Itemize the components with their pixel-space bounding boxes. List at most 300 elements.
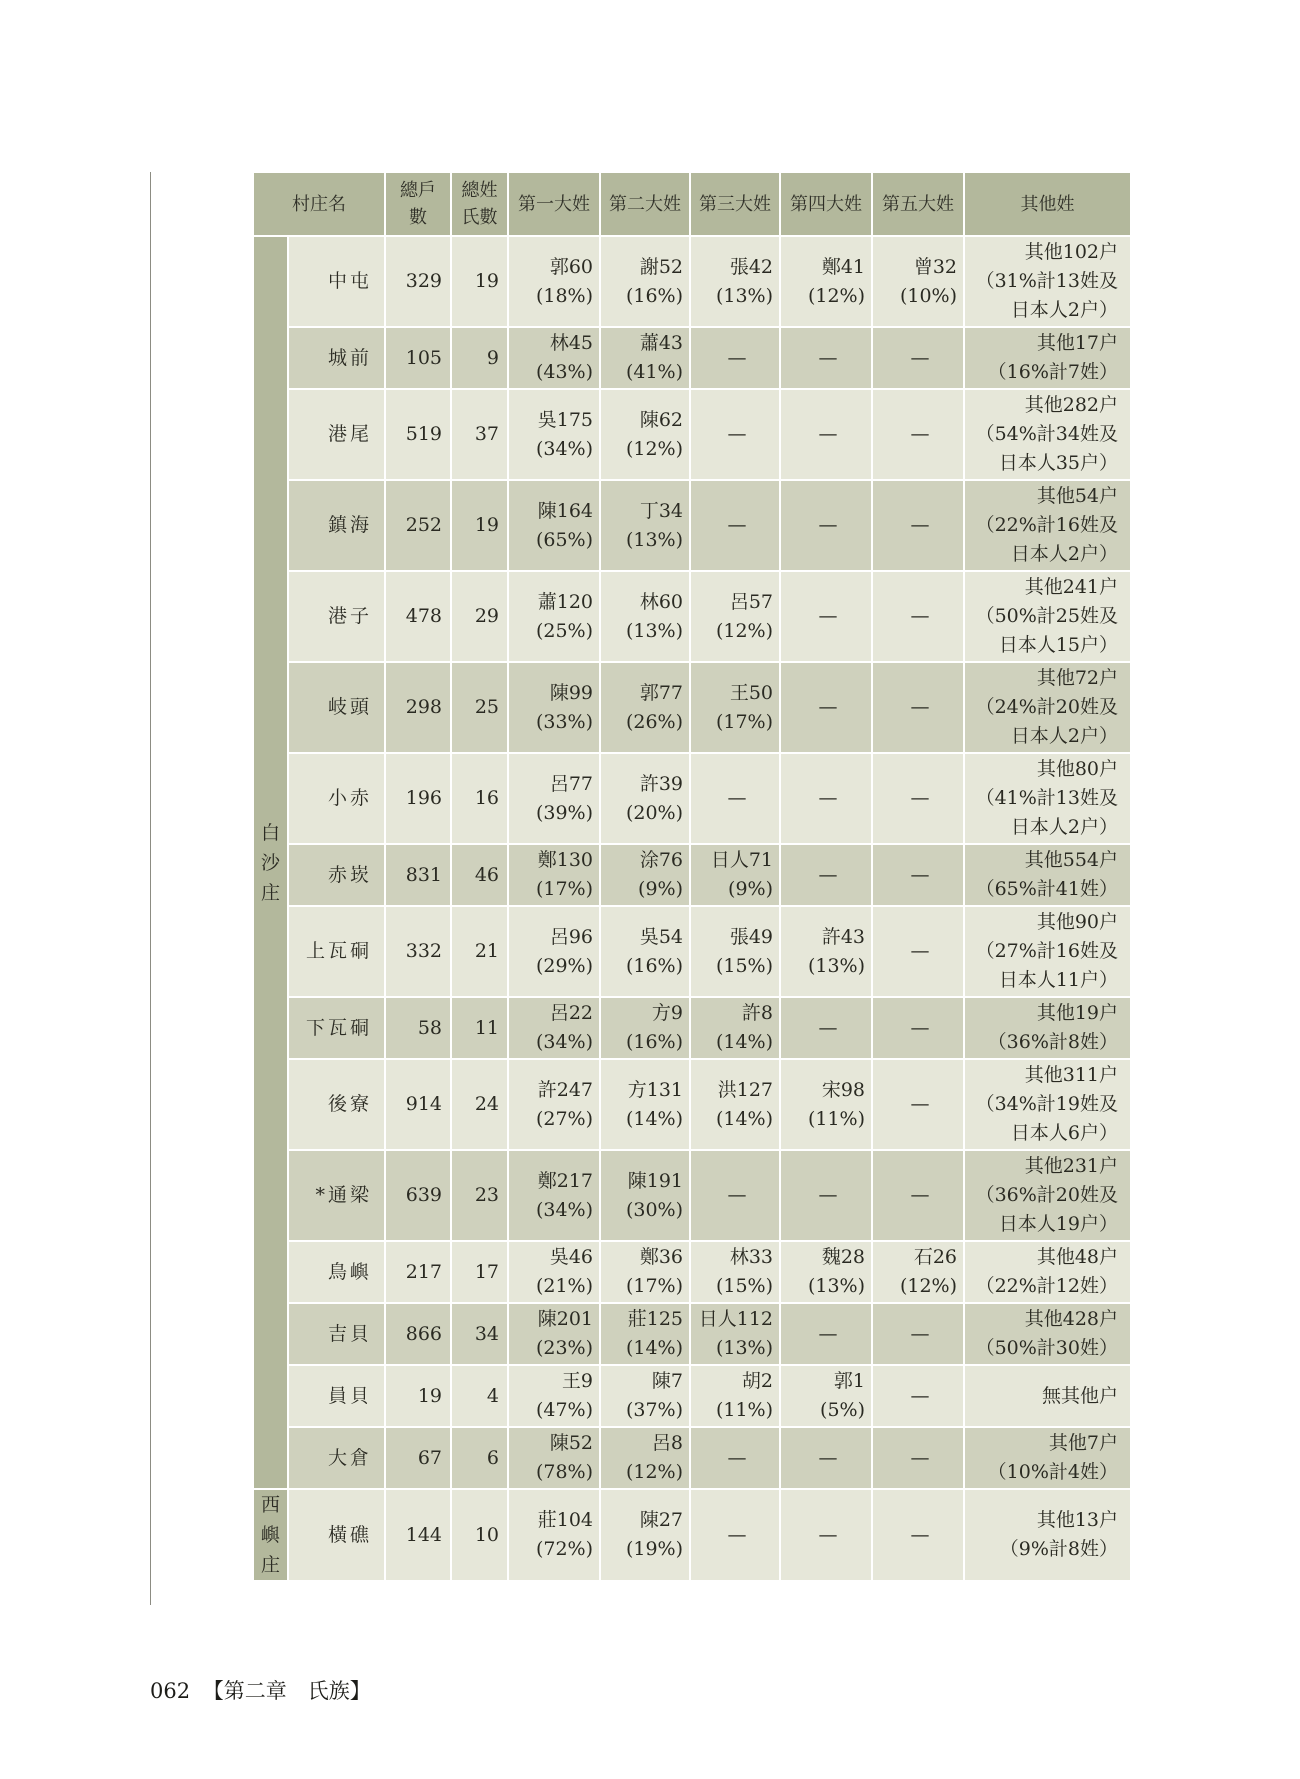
other-surnames [964, 997, 1131, 1059]
total-surnames: 24 [451, 1059, 508, 1150]
surname-rank-2 [600, 753, 690, 844]
cell-line: — [910, 1446, 930, 1469]
cell-line: — [910, 1184, 930, 1206]
surname-rank-4 [780, 753, 872, 844]
cell-line: 其他554户 [1024, 849, 1118, 871]
cell-line: (17%) [535, 878, 593, 900]
surname-rank-4 [780, 1150, 872, 1241]
cell-line: 日本人2户） [1010, 816, 1118, 838]
cell-line: — [910, 696, 930, 718]
surname-rank-1 [508, 480, 600, 571]
cell-line: (12%) [625, 437, 683, 460]
table-row [253, 753, 1131, 844]
cell-line: (25%) [535, 619, 593, 642]
cell-line: — [727, 1523, 747, 1546]
cell-line: 王9 [561, 1370, 593, 1392]
cell-line: 宋98 [821, 1078, 865, 1101]
cell-line: 其他17户 [1036, 332, 1118, 354]
cell-line: 郭60 [549, 255, 593, 278]
township-label [253, 1489, 288, 1581]
surname-rank-1 [508, 327, 600, 389]
surname-rank-2 [600, 480, 690, 571]
column-header [451, 172, 508, 236]
cell-line: 陳27 [639, 1509, 683, 1531]
cell-line: (12%) [715, 619, 773, 642]
cell-line: （54%計34姓及 [975, 423, 1118, 445]
cell-line: 其他428户 [1024, 1308, 1118, 1330]
cell-line: (72%) [535, 1538, 593, 1560]
surname-rank-3 [690, 389, 780, 480]
column-header: 村庄名 [253, 172, 385, 236]
cell-line: 日本人19户） [998, 1213, 1118, 1235]
cell-line: (65%) [535, 528, 593, 551]
column-header-line: 總戶 [400, 180, 436, 201]
cell-line: 其他311户 [1024, 1064, 1118, 1086]
surname-rank-1 [508, 1241, 600, 1303]
cell-line: 鄭41 [821, 255, 865, 278]
total-households: 67 [385, 1427, 451, 1489]
village-name: 港尾 [288, 389, 385, 480]
township-char: 沙 [260, 851, 280, 874]
total-households: 217 [385, 1241, 451, 1303]
cell-line: — [910, 1384, 930, 1407]
surname-rank-2 [600, 1365, 690, 1427]
cell-line: 其他13户 [1036, 1509, 1118, 1531]
table-row [253, 480, 1131, 571]
cell-line: (9%) [728, 878, 773, 900]
total-households: 252 [385, 480, 451, 571]
surname-rank-4 [780, 389, 872, 480]
cell-line: (17%) [625, 1275, 683, 1297]
surname-rank-5 [872, 571, 964, 662]
surname-rank-4 [780, 480, 872, 571]
column-header-line: 氏數 [461, 207, 498, 228]
column-header: 第三大姓 [690, 172, 780, 236]
cell-line: 呂22 [549, 1002, 593, 1024]
cell-line: 林45 [549, 332, 593, 354]
cell-line: （41%計13姓及 [975, 787, 1118, 809]
total-surnames: 4 [451, 1365, 508, 1427]
cell-line: (12%) [807, 284, 865, 307]
other-surnames [964, 236, 1131, 327]
surname-rank-1 [508, 1059, 600, 1150]
surname-rank-4 [780, 662, 872, 753]
village-name: 員貝 [288, 1365, 385, 1427]
column-header-line: 數 [409, 207, 427, 228]
surname-rank-2 [600, 571, 690, 662]
cell-line: 洪127 [717, 1078, 773, 1101]
surname-rank-2 [600, 1059, 690, 1150]
cell-line: — [818, 346, 838, 369]
surname-rank-5 [872, 1489, 964, 1581]
other-surnames [964, 662, 1131, 753]
cell-line: 陳99 [549, 681, 593, 704]
cell-line: — [910, 605, 930, 627]
cell-line: 呂77 [549, 772, 593, 795]
other-surnames [964, 480, 1131, 571]
surname-rank-3 [690, 753, 780, 844]
surname-rank-2 [600, 1427, 690, 1489]
cell-line: 日本人6户） [1010, 1122, 1118, 1144]
surname-rank-2 [600, 1303, 690, 1365]
village-name: 港子 [288, 571, 385, 662]
surname-rank-4 [780, 1365, 872, 1427]
column-header: 第五大姓 [872, 172, 964, 236]
cell-line: (9%) [638, 878, 683, 900]
cell-line: 其他90户 [1036, 911, 1118, 933]
surname-rank-1 [508, 1303, 600, 1365]
other-surnames [964, 1059, 1131, 1150]
other-surnames [964, 1241, 1131, 1303]
cell-line: (10%) [899, 284, 957, 307]
cell-line: 莊125 [627, 1308, 683, 1330]
total-surnames: 25 [451, 662, 508, 753]
cell-line: 其他48户 [1036, 1246, 1118, 1268]
surname-rank-4 [780, 906, 872, 997]
township-char: 庄 [260, 881, 280, 904]
cell-line: 鄭130 [537, 849, 593, 871]
surname-rank-5 [872, 327, 964, 389]
village-name: 後寮 [288, 1059, 385, 1150]
surname-rank-3 [690, 1427, 780, 1489]
surname-rank-1 [508, 1489, 600, 1581]
surname-rank-2 [600, 662, 690, 753]
cell-line: — [910, 863, 930, 886]
surname-rank-5 [872, 1427, 964, 1489]
cell-line: (34%) [535, 1198, 593, 1221]
cell-line: 許39 [639, 772, 683, 795]
surname-rank-5 [872, 906, 964, 997]
surname-rank-3 [690, 327, 780, 389]
surname-rank-4 [780, 1241, 872, 1303]
surname-rank-4 [780, 327, 872, 389]
surname-rank-1 [508, 571, 600, 662]
surname-rank-4 [780, 1489, 872, 1581]
table-row [253, 1365, 1131, 1427]
table-row [253, 1241, 1131, 1303]
cell-line: 其他72户 [1036, 667, 1118, 689]
column-header: 其他姓 [964, 172, 1131, 236]
surname-rank-3 [690, 1059, 780, 1150]
surname-rank-1 [508, 389, 600, 480]
cell-line: 涂76 [639, 849, 683, 871]
cell-line: 日本人15户） [998, 634, 1118, 656]
surname-rank-3 [690, 1241, 780, 1303]
column-header: 第四大姓 [780, 172, 872, 236]
surname-rank-5 [872, 844, 964, 906]
cell-line: — [818, 696, 838, 718]
total-households: 831 [385, 844, 451, 906]
cell-line: — [727, 514, 747, 536]
village-name: 鳥嶼 [288, 1241, 385, 1303]
cell-line: (15%) [715, 954, 773, 977]
cell-line: 方131 [627, 1078, 683, 1101]
cell-line: 陳201 [537, 1308, 593, 1330]
total-households: 58 [385, 997, 451, 1059]
cell-line: (39%) [535, 801, 593, 824]
cell-line: 郭77 [639, 681, 683, 704]
cell-line: — [910, 1523, 930, 1546]
cell-line: 蕭120 [537, 590, 593, 613]
cell-line: (21%) [535, 1275, 593, 1297]
cell-line: 鄭217 [537, 1169, 593, 1192]
cell-line: (34%) [535, 1031, 593, 1053]
cell-line: （27%計16姓及 [975, 940, 1118, 962]
cell-line: — [727, 1446, 747, 1469]
surname-rank-5 [872, 236, 964, 327]
cell-line: 莊104 [537, 1509, 593, 1531]
cell-line: 日人112 [698, 1308, 773, 1330]
cell-line: (43%) [535, 361, 593, 383]
cell-line: 陳164 [537, 499, 593, 522]
surname-rank-3 [690, 662, 780, 753]
other-surnames [964, 1303, 1131, 1365]
cell-line: — [818, 1523, 838, 1546]
surname-rank-3 [690, 1489, 780, 1581]
surname-rank-5 [872, 997, 964, 1059]
cell-line: 謝52 [639, 255, 683, 278]
cell-line: （36%計8姓） [987, 1031, 1118, 1053]
cell-line: 王50 [729, 681, 773, 704]
surname-rank-2 [600, 327, 690, 389]
cell-line: 吳54 [639, 925, 683, 948]
cell-line: — [910, 423, 930, 445]
village-name: 赤崁 [288, 844, 385, 906]
surname-rank-5 [872, 1303, 964, 1365]
table-header [253, 172, 1131, 236]
surname-rank-2 [600, 1150, 690, 1241]
cell-line: （36%計20姓及 [975, 1184, 1118, 1206]
village-name: 小赤 [288, 753, 385, 844]
surname-rank-1 [508, 844, 600, 906]
cell-line: (17%) [715, 710, 773, 733]
cell-line: 許43 [821, 925, 865, 948]
township-char: 西 [260, 1494, 280, 1516]
cell-line: (14%) [625, 1337, 683, 1359]
total-households: 19 [385, 1365, 451, 1427]
cell-line: — [910, 940, 930, 962]
cell-line: — [910, 1322, 930, 1345]
surname-rank-2 [600, 906, 690, 997]
total-households: 866 [385, 1303, 451, 1365]
cell-line: (18%) [535, 284, 593, 307]
cell-line: (20%) [625, 801, 683, 824]
cell-line: (5%) [820, 1399, 865, 1421]
surname-rank-3 [690, 1303, 780, 1365]
cell-line: (29%) [535, 954, 593, 977]
cell-line: 其他19户 [1036, 1002, 1118, 1024]
cell-line: （50%計30姓） [975, 1337, 1118, 1359]
village-name: 城前 [288, 327, 385, 389]
cell-line: （9%計8姓） [999, 1538, 1118, 1560]
cell-line: (16%) [625, 954, 683, 977]
cell-line: 林60 [639, 590, 683, 613]
chapter-title: 【第二章 氏族】 [202, 1679, 371, 1703]
surname-rank-2 [600, 844, 690, 906]
cell-line: 陳7 [651, 1370, 683, 1392]
cell-line: (13%) [625, 528, 683, 551]
township-label [253, 236, 288, 1489]
cell-line: — [818, 1016, 838, 1039]
cell-line: (19%) [625, 1538, 683, 1560]
cell-line: 其他54户 [1036, 485, 1118, 507]
surname-table [252, 171, 1132, 1582]
cell-line: 張42 [729, 255, 773, 278]
cell-line: 魏28 [821, 1246, 865, 1268]
cell-line: (33%) [535, 710, 593, 733]
surname-rank-3 [690, 236, 780, 327]
total-households: 196 [385, 753, 451, 844]
township-char: 白 [260, 821, 280, 844]
village-name: *通梁 [288, 1150, 385, 1241]
cell-line: 日人71 [710, 849, 773, 871]
total-households: 639 [385, 1150, 451, 1241]
cell-line: 日本人11户） [998, 969, 1118, 991]
surname-rank-2 [600, 389, 690, 480]
cell-line: 其他7户 [1048, 1432, 1118, 1454]
other-surnames [964, 753, 1131, 844]
cell-line: 方9 [651, 1002, 683, 1024]
surname-rank-2 [600, 1489, 690, 1581]
header-row [253, 172, 1131, 236]
cell-line: 陳191 [627, 1169, 683, 1192]
township-char: 庄 [260, 1554, 280, 1576]
cell-line: (11%) [715, 1399, 773, 1421]
village-name: 下瓦硐 [288, 997, 385, 1059]
cell-line: (12%) [625, 1461, 683, 1483]
cell-line: （65%計41姓） [975, 878, 1118, 900]
village-name: 中屯 [288, 236, 385, 327]
other-surnames [964, 1150, 1131, 1241]
cell-line: (14%) [625, 1107, 683, 1130]
cell-line: （22%計12姓） [975, 1275, 1118, 1297]
cell-line: 郭1 [833, 1370, 865, 1392]
table-row [253, 1489, 1131, 1581]
surname-rank-3 [690, 906, 780, 997]
surname-rank-5 [872, 1365, 964, 1427]
cell-line: (13%) [625, 619, 683, 642]
cell-line: 日本人2户） [1010, 299, 1118, 321]
surname-rank-3 [690, 571, 780, 662]
cell-line: — [818, 514, 838, 536]
surname-rank-5 [872, 753, 964, 844]
other-surnames [964, 1427, 1131, 1489]
village-name: 上瓦硐 [288, 906, 385, 997]
cell-line: （22%計16姓及 [975, 514, 1118, 536]
cell-line: — [818, 1446, 838, 1469]
cell-line: 吳46 [549, 1246, 593, 1268]
total-surnames: 29 [451, 571, 508, 662]
village-name: 大倉 [288, 1427, 385, 1489]
table-row [253, 571, 1131, 662]
cell-line: (16%) [625, 284, 683, 307]
cell-line: 林33 [729, 1246, 773, 1268]
cell-line: 日本人35户） [998, 452, 1118, 474]
table-row [253, 906, 1131, 997]
surname-rank-5 [872, 480, 964, 571]
total-households: 478 [385, 571, 451, 662]
cell-line: (26%) [625, 710, 683, 733]
cell-line: 曾32 [913, 255, 957, 278]
cell-line: 許8 [741, 1002, 773, 1024]
cell-line: 蕭43 [639, 332, 683, 354]
table-row [253, 662, 1131, 753]
surname-rank-4 [780, 571, 872, 662]
total-surnames: 21 [451, 906, 508, 997]
cell-line: (47%) [535, 1399, 593, 1421]
surname-rank-5 [872, 1150, 964, 1241]
surname-rank-4 [780, 1427, 872, 1489]
surname-rank-5 [872, 1059, 964, 1150]
cell-line: （34%計19姓及 [975, 1093, 1118, 1115]
surname-rank-2 [600, 997, 690, 1059]
cell-line: 其他241户 [1024, 576, 1118, 598]
total-surnames: 17 [451, 1241, 508, 1303]
page-number: 062 [150, 1679, 191, 1703]
column-header: 第一大姓 [508, 172, 600, 236]
cell-line: — [818, 605, 838, 627]
surname-rank-3 [690, 997, 780, 1059]
cell-line: （16%計7姓） [987, 361, 1118, 383]
surname-rank-1 [508, 1150, 600, 1241]
cell-line: 日本人2户） [1010, 543, 1118, 565]
column-header: 第二大姓 [600, 172, 690, 236]
cell-line: 胡2 [741, 1370, 773, 1392]
village-name: 岐頭 [288, 662, 385, 753]
surname-rank-2 [600, 1241, 690, 1303]
cell-line: — [818, 1184, 838, 1206]
table-row [253, 389, 1131, 480]
total-households: 105 [385, 327, 451, 389]
cell-line: (13%) [807, 954, 865, 977]
cell-line: — [727, 346, 747, 369]
cell-line: (41%) [625, 361, 683, 383]
total-surnames: 6 [451, 1427, 508, 1489]
surname-rank-5 [872, 389, 964, 480]
total-households: 519 [385, 389, 451, 480]
cell-line: （10%計4姓） [987, 1461, 1118, 1483]
cell-line: — [910, 514, 930, 536]
surname-rank-5 [872, 662, 964, 753]
table-body [253, 236, 1131, 1581]
cell-line: 其他80户 [1036, 758, 1118, 780]
village-name: 吉貝 [288, 1303, 385, 1365]
surname-rank-3 [690, 480, 780, 571]
surname-rank-4 [780, 1303, 872, 1365]
cell-line: — [818, 423, 838, 445]
cell-line: （31%計13姓及 [975, 270, 1118, 292]
surname-rank-1 [508, 662, 600, 753]
total-households: 329 [385, 236, 451, 327]
table-row [253, 327, 1131, 389]
surname-rank-4 [780, 997, 872, 1059]
surname-rank-4 [780, 844, 872, 906]
cell-line: (11%) [807, 1107, 865, 1130]
surname-rank-1 [508, 906, 600, 997]
cell-line: 許247 [537, 1078, 593, 1101]
cell-line: (23%) [535, 1337, 593, 1359]
other-surnames [964, 844, 1131, 906]
total-surnames: 11 [451, 997, 508, 1059]
surname-rank-4 [780, 1059, 872, 1150]
cell-line: — [910, 1093, 930, 1115]
table-row [253, 844, 1131, 906]
cell-line: （50%計25姓及 [975, 605, 1118, 627]
column-header-line: 總姓 [461, 180, 498, 201]
cell-line: (13%) [715, 1337, 773, 1359]
cell-line: (27%) [535, 1107, 593, 1130]
cell-line: — [818, 863, 838, 886]
